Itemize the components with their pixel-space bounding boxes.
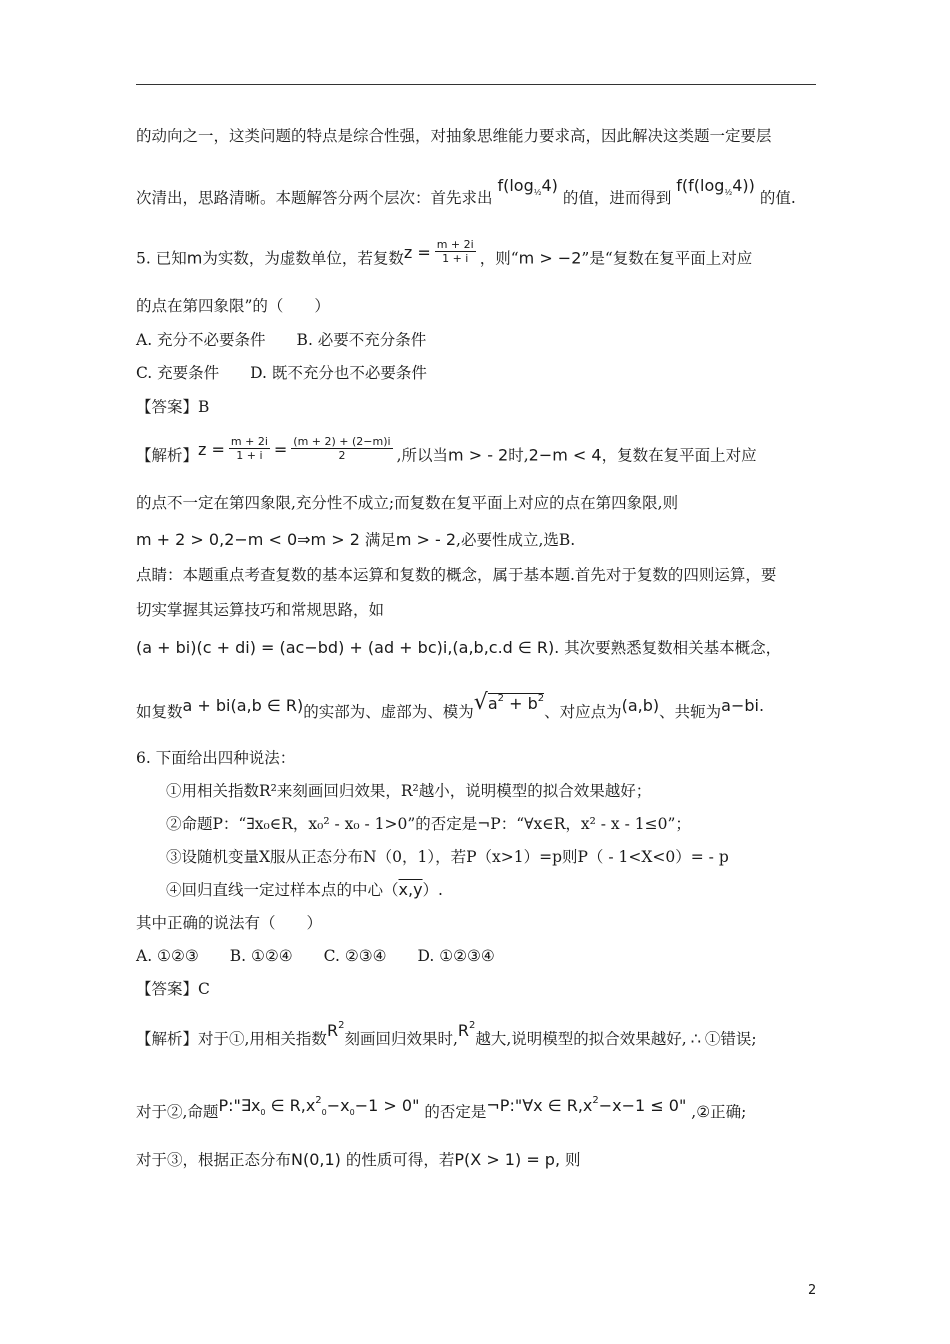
question-5: 5. 已知m为实数，为虚数单位，若复数z = $\frac{m + 2i}{1 + i}$ ，则“m > −2”是“复数在复平面上对应 xyxy=(136,238,753,268)
option-line: A. 充分不必要条件 B. 必要不充分条件 xyxy=(136,331,427,349)
answer: 【答案】C xyxy=(136,980,210,998)
text-line xyxy=(136,126,772,146)
sqrt: $√a^2 + b^2$ xyxy=(473,690,545,715)
explanation-6: 【解析】对于①,用相关指数$R^2$刻画回归效果时$,R^2$越大,说明模型的拟合效果越好, ∴ ①错误; xyxy=(136,1020,757,1048)
text-line xyxy=(136,176,796,215)
statement: ③设随机变量X服从正态分布N（0，1），若P（x>1）=p则P（ - 1<X<0）= - p xyxy=(166,848,729,866)
text: 的动向之一，这类问题的特点是综合性强，对抽象思维能力要求高，因此解决这类题一定要层 xyxy=(136,127,772,145)
text: 的值. xyxy=(759,189,796,207)
question-6: 6. 下面给出四种说法： xyxy=(136,749,296,767)
text-line: (a + bi)(c + di) = (ac−bd) + (ad + bc)i,(a,b,c.d ∈ R). 其次要熟悉复数相关基本概念， xyxy=(136,638,782,657)
text-line: 的点在第四象限”的（ ） xyxy=(136,297,330,315)
math: $f(\log_{\frac{1}{2}}4)$ xyxy=(497,176,558,197)
option-line: C. 充要条件 D. 既不充分也不必要条件 xyxy=(136,364,427,382)
text-line: 对于②,命题$P:"\exists x_0$ ∈ $R,x^2_0-x_0-1 > 0$" 的否定是¬P:"∀x ∈ $R,x^2-x-1 \le 0$" ,②正确; xyxy=(136,1095,747,1121)
explanation-5: 【解析】z = $\frac{m + 2i}{1 + i}$ = $\frac{(m + 2) + (2-m)i}{2}$ ,所以当m > - 2时,2−m < 4，复数在复平面上对应 xyxy=(136,435,757,465)
text-line: m + 2 > 0,2−m < 0⇒m > 2 满足m > - 2,必要性成立,选B. xyxy=(136,530,576,549)
math: $f(f(\log_{\frac{1}{2}}4))$ xyxy=(676,176,755,197)
text-line: 点睛：本题重点考查复数的基本运算和复数的概念，属于基本题.首先对于复数的四则运算，要 xyxy=(136,566,777,584)
text: 次清出，思路清晰。本题解答分两个层次：首先求出 xyxy=(136,189,493,207)
option-line: A. ①②③ B. ①②④ C. ②③④ D. ①②③④ xyxy=(136,947,495,965)
text-line: 如复数a + bi(a,b ∈ R)的实部为、虚部为、模为$√a^2 + b^2$、对应点为(a,b)、共轭为a−bi. xyxy=(136,690,765,721)
statement: ④回归直线一定过样本点的中心（x,y）. xyxy=(166,880,443,899)
text-line: 其中正确的说法有（ ） xyxy=(136,914,323,932)
text-line: 的点不一定在第四象限,充分性不成立;而复数在复平面上对应的点在第四象限,则 xyxy=(136,494,679,512)
answer: 【答案】B xyxy=(136,398,210,416)
statement: ②命题P：“∃x₀∈R，x₀² - x₀ - 1>0”的否定是¬P：“∀x∈R，x² - x - 1≤0”； xyxy=(166,815,691,833)
text-line: 切实掌握其运算技巧和常规思路，如 xyxy=(136,601,385,619)
text-line: 对于③，根据正态分布N(0,1) 的性质可得，若P(X > 1) = p, 则 xyxy=(136,1150,581,1169)
page-number: 2 xyxy=(808,1283,817,1298)
statement: ①用相关指数R²来刻画回归效果，R²越小，说明模型的拟合效果越好； xyxy=(166,782,652,800)
header-rule xyxy=(136,84,816,85)
text: 的值，进而得到 xyxy=(562,189,672,207)
